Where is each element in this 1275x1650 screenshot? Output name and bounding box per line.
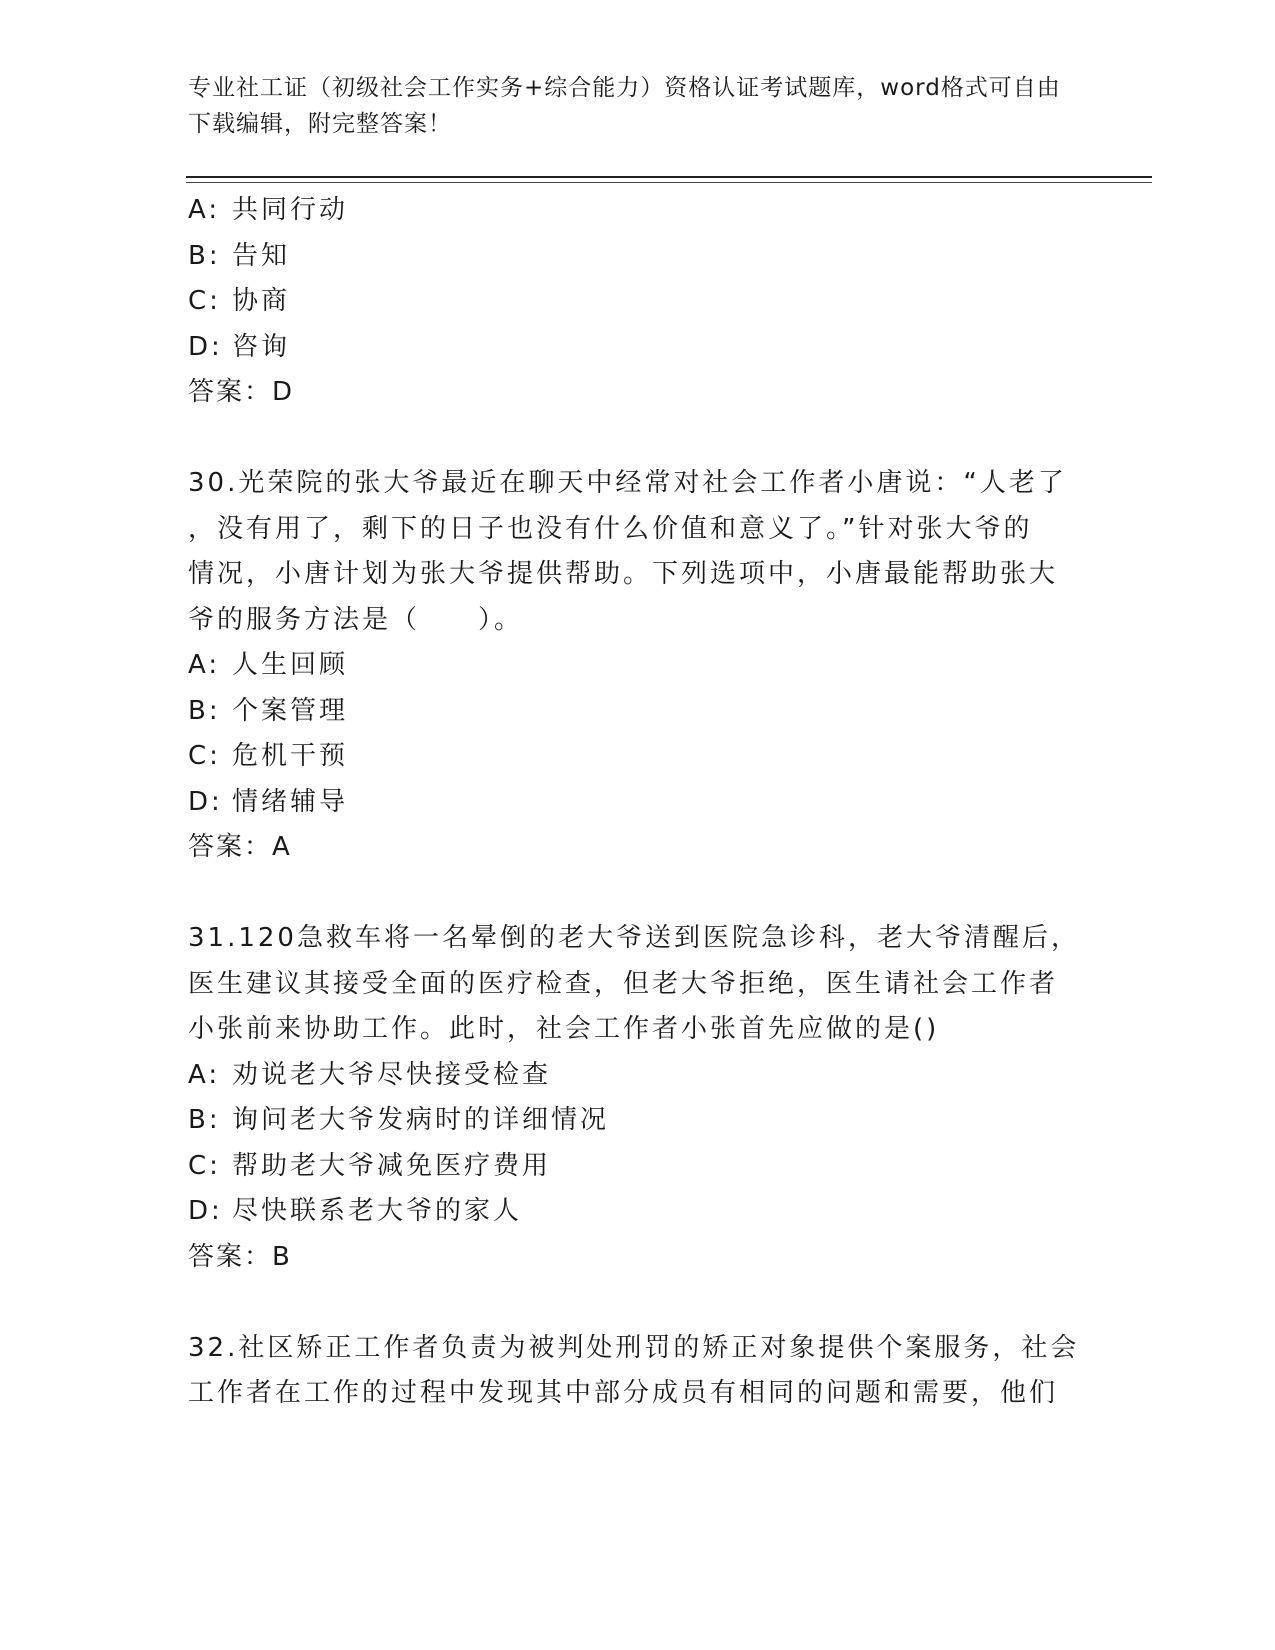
question-text-line: 医生建议其接受全面的医疗检查，但老大爷拒绝，医生请社会工作者: [188, 968, 1059, 999]
option-b: B: 个案管理: [188, 695, 349, 726]
question-text-line: 32.社区矫正工作者负责为被判处刑罚的矫正对象提供个案服务，社会: [188, 1332, 1080, 1363]
question-text-line: ，没有用了，剩下的日子也没有什么价值和意义了。”针对张大爷的: [188, 513, 1033, 544]
option-a: A: 人生回顾: [188, 650, 349, 680]
option-c: C: 危机干预: [188, 741, 349, 771]
spacer: [188, 416, 1088, 462]
spacer: [188, 1280, 1088, 1326]
header-rule-thick: [186, 176, 1152, 178]
answer-29: 答案：D: [188, 377, 295, 407]
question-text-line: 情况，小唐计划为张大爷提供帮助。下列选项中，小唐最能帮助张大: [188, 559, 1059, 589]
option-c: C: 协商: [188, 286, 291, 316]
answer-31: 答案：B: [188, 1241, 292, 1272]
option-a: A: 劝说老大爷尽快接受检查: [188, 1059, 552, 1090]
question-text-line: 30.光荣院的张大爷最近在聊天中经常对社会工作者小唐说：“人老了: [188, 468, 1067, 498]
header-line-2: 下载编辑，附完整答案！: [188, 111, 452, 137]
option-b: B: 询问老大爷发病时的详细情况: [188, 1105, 610, 1135]
document-header: [188, 70, 1088, 142]
question-text-line: 小张前来协助工作。此时，社会工作者小张首先应做的是(): [188, 1014, 940, 1044]
question-text-line: 31.120急救车将一名晕倒的老大爷送到医院急诊科，老大爷清醒后，: [188, 923, 1080, 953]
question-text-line: 爷的服务方法是（ ）。: [188, 604, 524, 635]
answer-30: 答案：A: [188, 832, 292, 862]
option-d: D: 尽快联系老大爷的家人: [188, 1196, 523, 1226]
question-29: [188, 188, 1088, 416]
question-30: [188, 461, 1088, 871]
option-d: D: 咨询: [188, 331, 291, 362]
option-d: D: 情绪辅导: [188, 786, 349, 817]
header-rule-thin: [186, 182, 1152, 183]
document-body: [188, 188, 1088, 1417]
option-c: C: 帮助老大爷减免医疗费用: [188, 1150, 552, 1181]
spacer: [188, 871, 1088, 917]
question-31: [188, 916, 1088, 1280]
option-b: B: 告知: [188, 240, 291, 271]
question-text-line: 工作者在工作的过程中发现其中部分成员有相同的问题和需要，他们: [188, 1378, 1059, 1408]
question-32: [188, 1326, 1088, 1417]
header-line-1: 专业社工证（初级社会工作实务+综合能力）资格认证考试题库，word格式可自由: [188, 75, 1061, 101]
option-a: A: 共同行动: [188, 195, 349, 225]
